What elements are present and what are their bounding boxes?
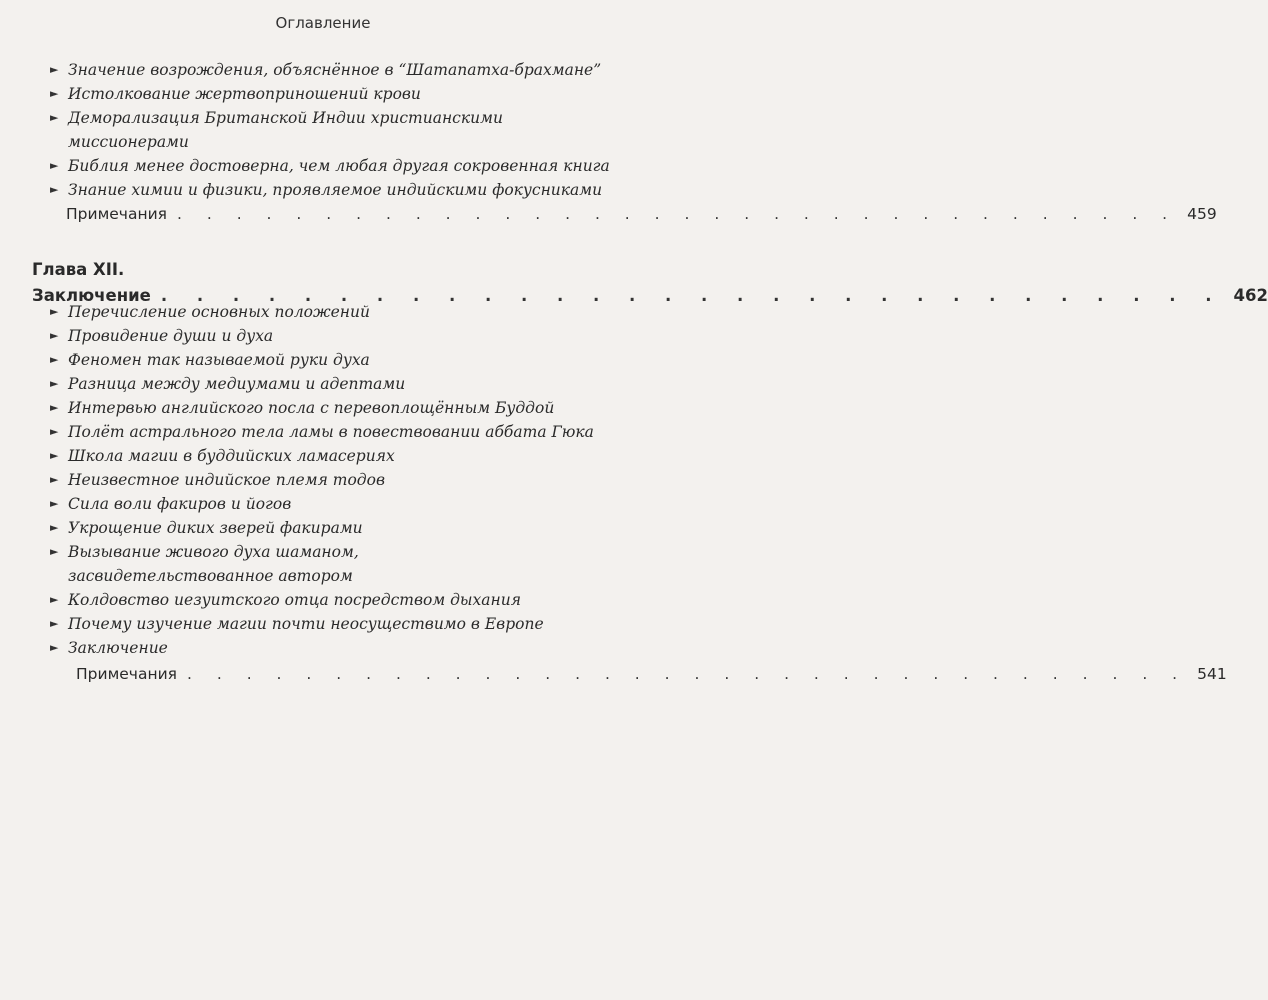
chapter-title-line: Заключение . . . . . . . . . . . . . . . . . . . . . . . . . . . . . . 462 [32, 283, 625, 309]
notes-entry: Примечания . . . . . . . . . . . . . . . . . . . . . . . . . . . . . . . . . . 459 [50, 202, 625, 226]
page-number: 459 [1187, 205, 1217, 223]
toc-item: ► Знание химии и физики, проявляемое индийскими фокусниками [50, 178, 625, 202]
toc-item: ► Феномен так называемой руки духа [50, 348, 625, 372]
bullet-icon: ► [50, 593, 59, 606]
bullet-icon: ► [50, 545, 59, 558]
bullet-icon: ► [50, 63, 59, 76]
toc-item: ► Вызывание живого духа шаманом, засвидетельствованное автором [50, 540, 568, 588]
page-number: 541 [1197, 665, 1227, 683]
page-number: 462 [1233, 286, 1268, 305]
bullet-icon: ► [50, 617, 59, 630]
notes-entry: Примечания . . . . . . . . . . . . . . . . . . . . . . . . . . . . . . . . . . 541 [50, 662, 625, 686]
bullet-icon: ► [50, 305, 59, 318]
running-header: Оглавление [275, 14, 371, 32]
toc-item: ► Разница между медиумами и адептами [50, 372, 625, 396]
bullet-icon: ► [50, 473, 59, 486]
bullet-icon: ► [50, 425, 59, 438]
leader-dots: . . . . . . . . . . . . . . . . . . . . . . . . . . . . . . . . . . [187, 665, 1188, 683]
toc-item: ► Сила воли факиров и йогов [50, 492, 625, 516]
toc-item: ► Неизвестное индийское племя тодов [50, 468, 625, 492]
bullet-icon: ► [50, 183, 59, 196]
bullet-icon: ► [50, 497, 59, 510]
chapter-number: Глава XII. [32, 260, 125, 279]
toc-item: ► Истолкование жертвоприношений крови [50, 82, 625, 106]
toc-item: ► Значение возрождения, объяснённое в “Шатапатха-брахмане” [50, 58, 625, 82]
bullet-icon: ► [50, 353, 59, 366]
leader-dots: . . . . . . . . . . . . . . . . . . . . . . . . . . . . . . [160, 286, 1224, 305]
toc-section-previous [50, 58, 1217, 226]
bullet-icon: ► [50, 401, 59, 414]
toc-item: ► Перечисление основных положений [50, 300, 625, 324]
toc-item: ► Укрощение диких зверей факирами [50, 516, 625, 540]
bullet-icon: ► [50, 377, 59, 390]
bullet-icon: ► [50, 87, 59, 100]
toc-item: ► Провидение души и духа [50, 324, 625, 348]
toc-item: ► Библия менее достоверна, чем любая другая сокровенная книга [50, 154, 625, 178]
toc-item: ► Колдовство иезуитского отца посредством дыхания [50, 588, 625, 612]
bullet-icon: ► [50, 641, 59, 654]
toc-item: ► Деморализация Британской Индии христианскими миссионерами [50, 106, 613, 154]
bullet-icon: ► [50, 329, 59, 342]
bullet-icon: ► [50, 449, 59, 462]
leader-dots: . . . . . . . . . . . . . . . . . . . . . . . . . . . . . . . . . . [177, 205, 1178, 223]
bullet-icon: ► [50, 159, 59, 172]
toc-item: ► Интервью английского посла с перевоплощённым Буддой [50, 396, 625, 420]
toc-item: ► Школа магии в буддийских ламасериях [50, 444, 625, 468]
toc-item: ► Полёт астрального тела ламы в повествовании аббата Гюка [50, 420, 625, 444]
toc-item: ► Почему изучение магии почти неосуществимо в Европе [50, 612, 625, 636]
toc-item: ► Заключение [50, 636, 625, 660]
bullet-icon: ► [50, 521, 59, 534]
toc-section-chapter-12 [50, 300, 1227, 686]
bullet-icon: ► [50, 111, 59, 124]
